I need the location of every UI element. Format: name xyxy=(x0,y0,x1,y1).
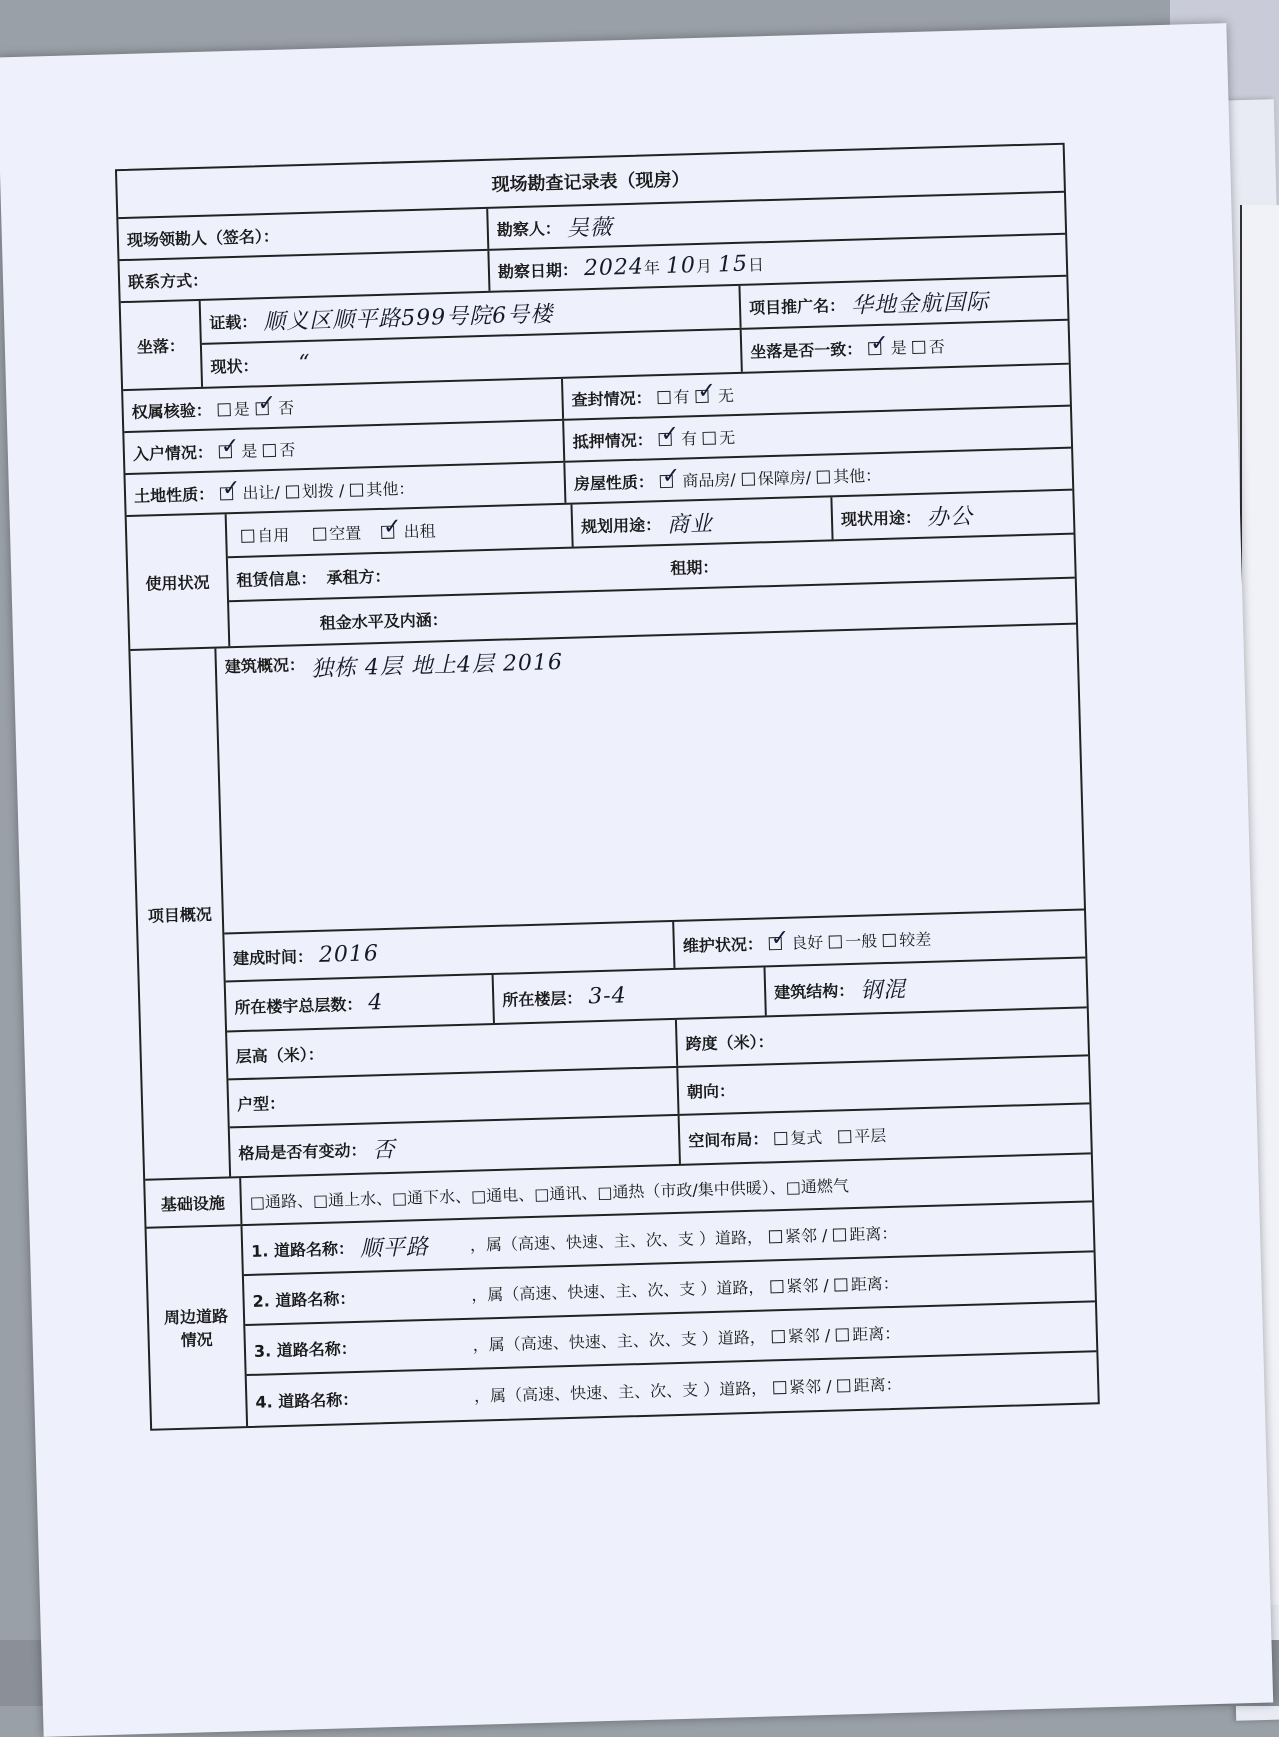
date-day-suffix: 日 xyxy=(747,254,765,275)
road-distance: 距离： xyxy=(853,1374,902,1395)
land-opt-allocate: 划拨 / xyxy=(301,480,345,501)
overview-row xyxy=(216,625,1084,935)
cert-label: 证载： xyxy=(209,311,258,333)
check-mark-icon: ✓ xyxy=(697,378,717,404)
road-type-main: 主 xyxy=(617,1381,635,1402)
checkbox-adjacent[interactable] xyxy=(770,1280,783,1293)
checkbox-distance[interactable] xyxy=(836,1328,849,1341)
promo-value: 华地金航国际 xyxy=(850,289,990,319)
maintenance-label: 维护状况： xyxy=(682,933,764,956)
house-opt-affordable: 保障房/ xyxy=(757,467,812,488)
road-adjacent: 紧邻 / xyxy=(788,1376,832,1397)
maint-fair: 一般 xyxy=(844,930,878,951)
current-value: “ xyxy=(298,350,312,376)
road-type-a: ，属（高速、快速、 xyxy=(473,1382,619,1406)
road-type-a: ，属（高速、快速、 xyxy=(469,1231,615,1255)
check-mark-icon: ✓ xyxy=(257,390,277,416)
house-type-label: 房屋性质： xyxy=(573,471,655,494)
checkbox-distance[interactable] xyxy=(833,1228,846,1241)
seal-label: 查封情况： xyxy=(571,387,652,410)
check-mark-icon: ✓ xyxy=(382,513,402,540)
built-label: 建成时间： xyxy=(232,946,314,968)
road-prefix: 1. 道路名称： xyxy=(250,1238,355,1261)
road-type-a: ，属（高速、快速、 xyxy=(471,1281,616,1305)
plan-use-label: 规划用途： xyxy=(580,514,662,536)
road-prefix: 3. 道路名称： xyxy=(253,1338,358,1361)
floor-value: 3-4 xyxy=(587,982,628,1009)
road-type-b: 、次、支 ）道路， xyxy=(633,1378,768,1401)
land-label: 土地性质： xyxy=(133,484,215,506)
floors-cell xyxy=(226,975,495,1030)
floor-label: 所在楼层： xyxy=(502,988,583,1010)
height-label: 层高（米）： xyxy=(235,1044,325,1066)
current-use-value: 办公 xyxy=(926,503,974,531)
checkbox-maint-poor[interactable] xyxy=(883,933,896,946)
project-row xyxy=(130,625,1090,1181)
checkbox-duplex[interactable] xyxy=(774,1131,787,1144)
checkbox-land-allocate[interactable] xyxy=(286,485,299,498)
consistent-cell xyxy=(742,321,1069,372)
road-type-main: 主 xyxy=(613,1230,631,1251)
road-distance: 距离： xyxy=(850,1273,900,1294)
space-duplex: 复式 xyxy=(790,1127,823,1148)
road-type-b: 、次、支 ）道路， xyxy=(629,1227,764,1250)
date-year-suffix: 年 xyxy=(643,257,661,278)
surveyor-signature: 吴薇 xyxy=(566,214,614,242)
space-layout-cell xyxy=(680,1104,1091,1163)
road-adjacent: 紧邻 / xyxy=(786,1275,830,1296)
plan-use-cell xyxy=(572,497,833,546)
entry-label: 入户情况： xyxy=(132,442,214,464)
floor-cell xyxy=(494,967,767,1023)
land-opt-other: 其他： xyxy=(366,478,415,499)
project-body xyxy=(216,625,1090,1177)
infrastructure-items: □通路、□通上水、□通下水、□通电、□通讯、□通热（市政/集中供暖）、□通燃气 xyxy=(249,1175,850,1212)
road-name xyxy=(364,1395,474,1398)
checkbox-adjacent[interactable] xyxy=(769,1230,782,1243)
promo-label: 项目推广名： xyxy=(748,295,846,318)
usage-vacant: 空置 xyxy=(328,523,362,543)
form-title: 现场勘查记录表（现房） xyxy=(491,169,690,196)
overview-value: 独栋 4层 地上4层 2016 xyxy=(310,649,564,682)
road-prefix: 4. 道路名称： xyxy=(255,1389,359,1412)
layout-change-label: 格局是否有变动： xyxy=(238,1140,367,1163)
checkbox-distance[interactable] xyxy=(837,1379,850,1392)
usage-status-cell xyxy=(227,505,574,557)
floors-value: 4 xyxy=(367,989,384,1015)
date-month-suffix: 月 xyxy=(695,256,713,276)
guide-label: 现场领勘人（签名）： xyxy=(126,226,280,250)
structure-value: 钢混 xyxy=(859,976,907,1004)
house-opt-other: 其他： xyxy=(832,465,882,486)
floors-label: 所在楼宇总层数： xyxy=(234,994,363,1017)
unit-type-label: 户型： xyxy=(236,1093,286,1114)
location-label: 坐落： xyxy=(121,301,203,389)
road-type-b: 、次、支 ）道路， xyxy=(632,1327,766,1350)
check-mark-icon: ✓ xyxy=(660,421,680,447)
check-mark-icon: ✓ xyxy=(869,330,889,356)
layout-change-value: 否 xyxy=(372,1137,396,1163)
checkbox-flat[interactable] xyxy=(838,1130,851,1143)
checkbox-usage-vacant[interactable] xyxy=(313,527,326,540)
checkbox-seal-has[interactable] xyxy=(657,390,670,403)
space-layout-label: 空间布局： xyxy=(688,1128,769,1151)
checkbox-adjacent[interactable] xyxy=(773,1380,786,1393)
lease-label: 租赁信息： xyxy=(236,568,317,590)
promo-cell xyxy=(740,277,1067,328)
consistent-yes: 是 xyxy=(890,337,907,358)
rent-label: 租金水平及内涵： xyxy=(319,609,448,633)
road-type-main: 主 xyxy=(616,1330,633,1351)
check-mark-icon: ✓ xyxy=(661,463,681,489)
seal-has: 有 xyxy=(673,386,690,407)
structure-cell xyxy=(765,958,1086,1015)
checkbox-land-other[interactable] xyxy=(350,483,363,496)
overview-label: 建筑概况： xyxy=(224,655,306,677)
date-label: 勘察日期： xyxy=(497,259,579,282)
plan-use-value: 商业 xyxy=(666,511,714,538)
date-year: 2024 xyxy=(583,254,645,281)
entry-yes: 是 xyxy=(241,440,258,461)
land-opt-transfer: 出让/ xyxy=(242,482,281,503)
road-type-b: 、次、支 ）道路， xyxy=(631,1277,765,1300)
house-opt-commercial: 商品房/ xyxy=(682,469,736,491)
checkbox-house-affordable[interactable] xyxy=(742,472,755,485)
entry-no: 否 xyxy=(279,439,296,460)
current-use-label: 现状用途： xyxy=(840,507,922,529)
ownership-no: 否 xyxy=(277,397,295,418)
road-name: 顺平路 xyxy=(359,1234,430,1262)
survey-form xyxy=(115,143,1100,1431)
infrastructure-label: 基础设施 xyxy=(145,1178,242,1227)
road-name xyxy=(363,1344,473,1347)
surveyor-label: 勘察人： xyxy=(496,218,562,240)
lessee-label: 承租方： xyxy=(326,566,391,587)
consistent-no: 否 xyxy=(928,336,945,357)
roads-row xyxy=(147,1202,1098,1428)
seal-none: 无 xyxy=(717,385,735,405)
road-prefix: 2. 道路名称： xyxy=(252,1288,356,1311)
road-type-main: 主 xyxy=(615,1280,632,1301)
checkbox-consistent-no[interactable] xyxy=(913,340,926,353)
checkbox-house-other[interactable] xyxy=(817,470,830,483)
road-name xyxy=(361,1294,471,1297)
cert-value: 顺义区顺平路599号院6号楼 xyxy=(262,301,554,335)
contact-label: 联系方式： xyxy=(127,270,209,292)
built-value: 2016 xyxy=(318,940,380,968)
current-use-cell xyxy=(832,491,1073,540)
orientation-label: 朝向： xyxy=(686,1080,736,1102)
checkbox-mortgage-none[interactable] xyxy=(703,431,716,444)
checkbox-ownership-yes[interactable] xyxy=(218,403,231,416)
check-mark-icon: ✓ xyxy=(221,475,241,501)
maint-poor: 较差 xyxy=(898,929,932,950)
usage-rent: 出租 xyxy=(403,520,436,541)
mortgage-has: 有 xyxy=(680,428,698,449)
road-distance: 距离： xyxy=(851,1323,901,1344)
checkbox-usage-self[interactable] xyxy=(241,529,254,542)
current-label: 现状： xyxy=(210,355,259,377)
maint-good: 良好 xyxy=(790,932,824,953)
space-flat: 平层 xyxy=(853,1125,887,1146)
structure-label: 建筑结构： xyxy=(773,980,855,1002)
road-distance: 距离： xyxy=(849,1223,898,1244)
paper-sheet xyxy=(0,23,1273,1737)
ownership-label: 权属核验： xyxy=(131,400,212,422)
ownership-yes: 是 xyxy=(233,399,250,419)
usage-row xyxy=(127,491,1076,651)
date-day: 15 xyxy=(717,251,749,277)
mortgage-none: 无 xyxy=(718,427,736,447)
consistent-label: 坐落是否一致： xyxy=(750,338,863,362)
term-label: 租期： xyxy=(670,557,719,578)
project-label: 项目概况 xyxy=(130,649,231,1179)
checkbox-maint-fair[interactable] xyxy=(829,935,842,948)
usage-self: 自用 xyxy=(256,525,290,545)
usage-body xyxy=(227,491,1076,647)
checkbox-entry-no[interactable] xyxy=(263,443,276,456)
checkbox-adjacent[interactable] xyxy=(772,1330,785,1343)
road-adjacent: 紧邻 / xyxy=(784,1225,828,1246)
mortgage-label: 抵押情况： xyxy=(572,429,653,452)
road-type-a: ，属（高速、快速、 xyxy=(472,1331,617,1355)
roads-label: 周边道路情况 xyxy=(147,1226,249,1429)
checkbox-distance[interactable] xyxy=(835,1278,848,1291)
roads-body xyxy=(243,1202,1098,1426)
road-adjacent: 紧邻 / xyxy=(787,1325,831,1346)
date-month: 10 xyxy=(665,252,697,279)
check-mark-icon: ✓ xyxy=(770,925,790,951)
usage-label: 使用状况 xyxy=(127,514,231,649)
span-label: 跨度（米）： xyxy=(685,1031,774,1054)
check-mark-icon: ✓ xyxy=(220,433,240,459)
